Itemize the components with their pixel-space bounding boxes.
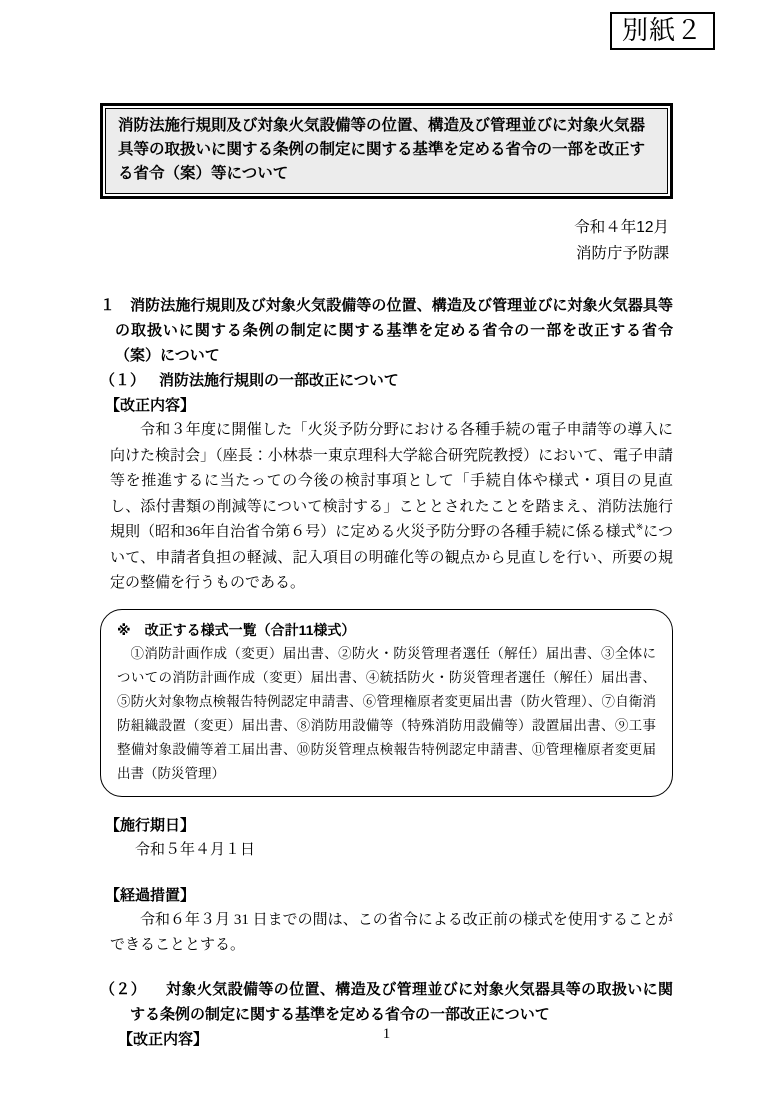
document-title-box <box>100 103 673 199</box>
revision-content-header-2: 【改正内容】 <box>118 1030 209 1048</box>
form-list-box <box>100 609 673 797</box>
revision-content-header-1: 【改正内容】 <box>105 397 196 414</box>
section-1-1-label: （１） <box>100 372 146 389</box>
byline <box>100 215 669 267</box>
section-1-2-heading <box>100 977 673 1027</box>
section-1-number: １ <box>100 297 116 314</box>
section-1-2-label: （２） <box>100 980 147 998</box>
transition-header: 【経過措置】 <box>105 886 196 904</box>
revision-body-after-ref: について、申請者負担の軽減、記入項目の明確化等の観点から見直しを行い、所要の規定の整備を行うものである。 <box>110 524 673 591</box>
section-1-heading <box>100 293 673 368</box>
revision-content-paragraph <box>110 418 673 597</box>
byline-department: 消防庁予防課 <box>575 245 669 262</box>
attachment-label: 別紙２ <box>621 15 703 45</box>
transition-paragraph: 令和６年３月 31 日までの間は、この省令による改正前の様式を使用することができることとする。 <box>110 911 673 953</box>
document-title-box-inner <box>105 108 668 194</box>
section-1-1-title: 消防法施行規則の一部改正について <box>159 372 399 389</box>
attachment-label-box <box>610 12 715 50</box>
document-title: 消防法施行規則及び対象火気設備等の位置、構造及び管理並びに対象火気器具等の取扱いに関する条例の制定に関する基準を定める省令の一部を改正する省令（案）等について <box>118 117 646 182</box>
section-1-2-title: 対象火気設備等の位置、構造及び管理並びに対象火気器具等の取扱いに関する条例の制定に関する基準を定める省令の一部改正について <box>130 980 673 1023</box>
effective-date-value: 令和５年４月１日 <box>135 841 256 858</box>
revision-body-before-ref: 令和３年度に開催した「火災予防分野における各種手続の電子申請等の導入に向けた検討会」（座長：小林恭一東京理科大学総合研究院教授）において、電子申請等を推進するに当たっての今後の検討事項として「手続自体や様式・項目の見直し、添付書類の削減等について検討する」こととされたことを踏まえ、消防法施行規則（昭和36年自治省令第６号）に定める火災予防分野の各種手続に係る様式 <box>110 422 673 540</box>
form-list-items: ①消防計画作成（変更）届出書、②防火・防災管理者選任（解任）届出書、③全体についての消防計画作成（変更）届出書、④統括防火・防災管理者選任（解任）届出書、⑤防火対象物点検報告特例認定申請書、⑥管理権原者変更届出書（防火管理）、⑦自衛消防組織設置（変更）届出書、⑧消防用設備等（特殊消防用設備等）設置届出書、⑨工事整備対象設備等着工届出書、⑩防災管理点検報告特例認定申請書、⑪管理権原者変更届出書（防災管理） <box>117 645 656 781</box>
reference-mark: ※ <box>635 522 644 532</box>
section-1-heading-text: 消防法施行規則及び対象火気設備等の位置、構造及び管理並びに対象火気器具等の取扱いに関する条例の制定に関する基準を定める省令の一部を改正する省令（案）について <box>115 297 673 364</box>
page-number: 1 <box>382 1026 391 1042</box>
effective-date-header: 【施行期日】 <box>105 816 196 834</box>
form-list-heading: ※ 改正する様式一覧（合計11様式） <box>117 621 356 638</box>
byline-date: 令和４年12月 <box>574 219 669 236</box>
section-1-1-heading <box>100 368 673 393</box>
